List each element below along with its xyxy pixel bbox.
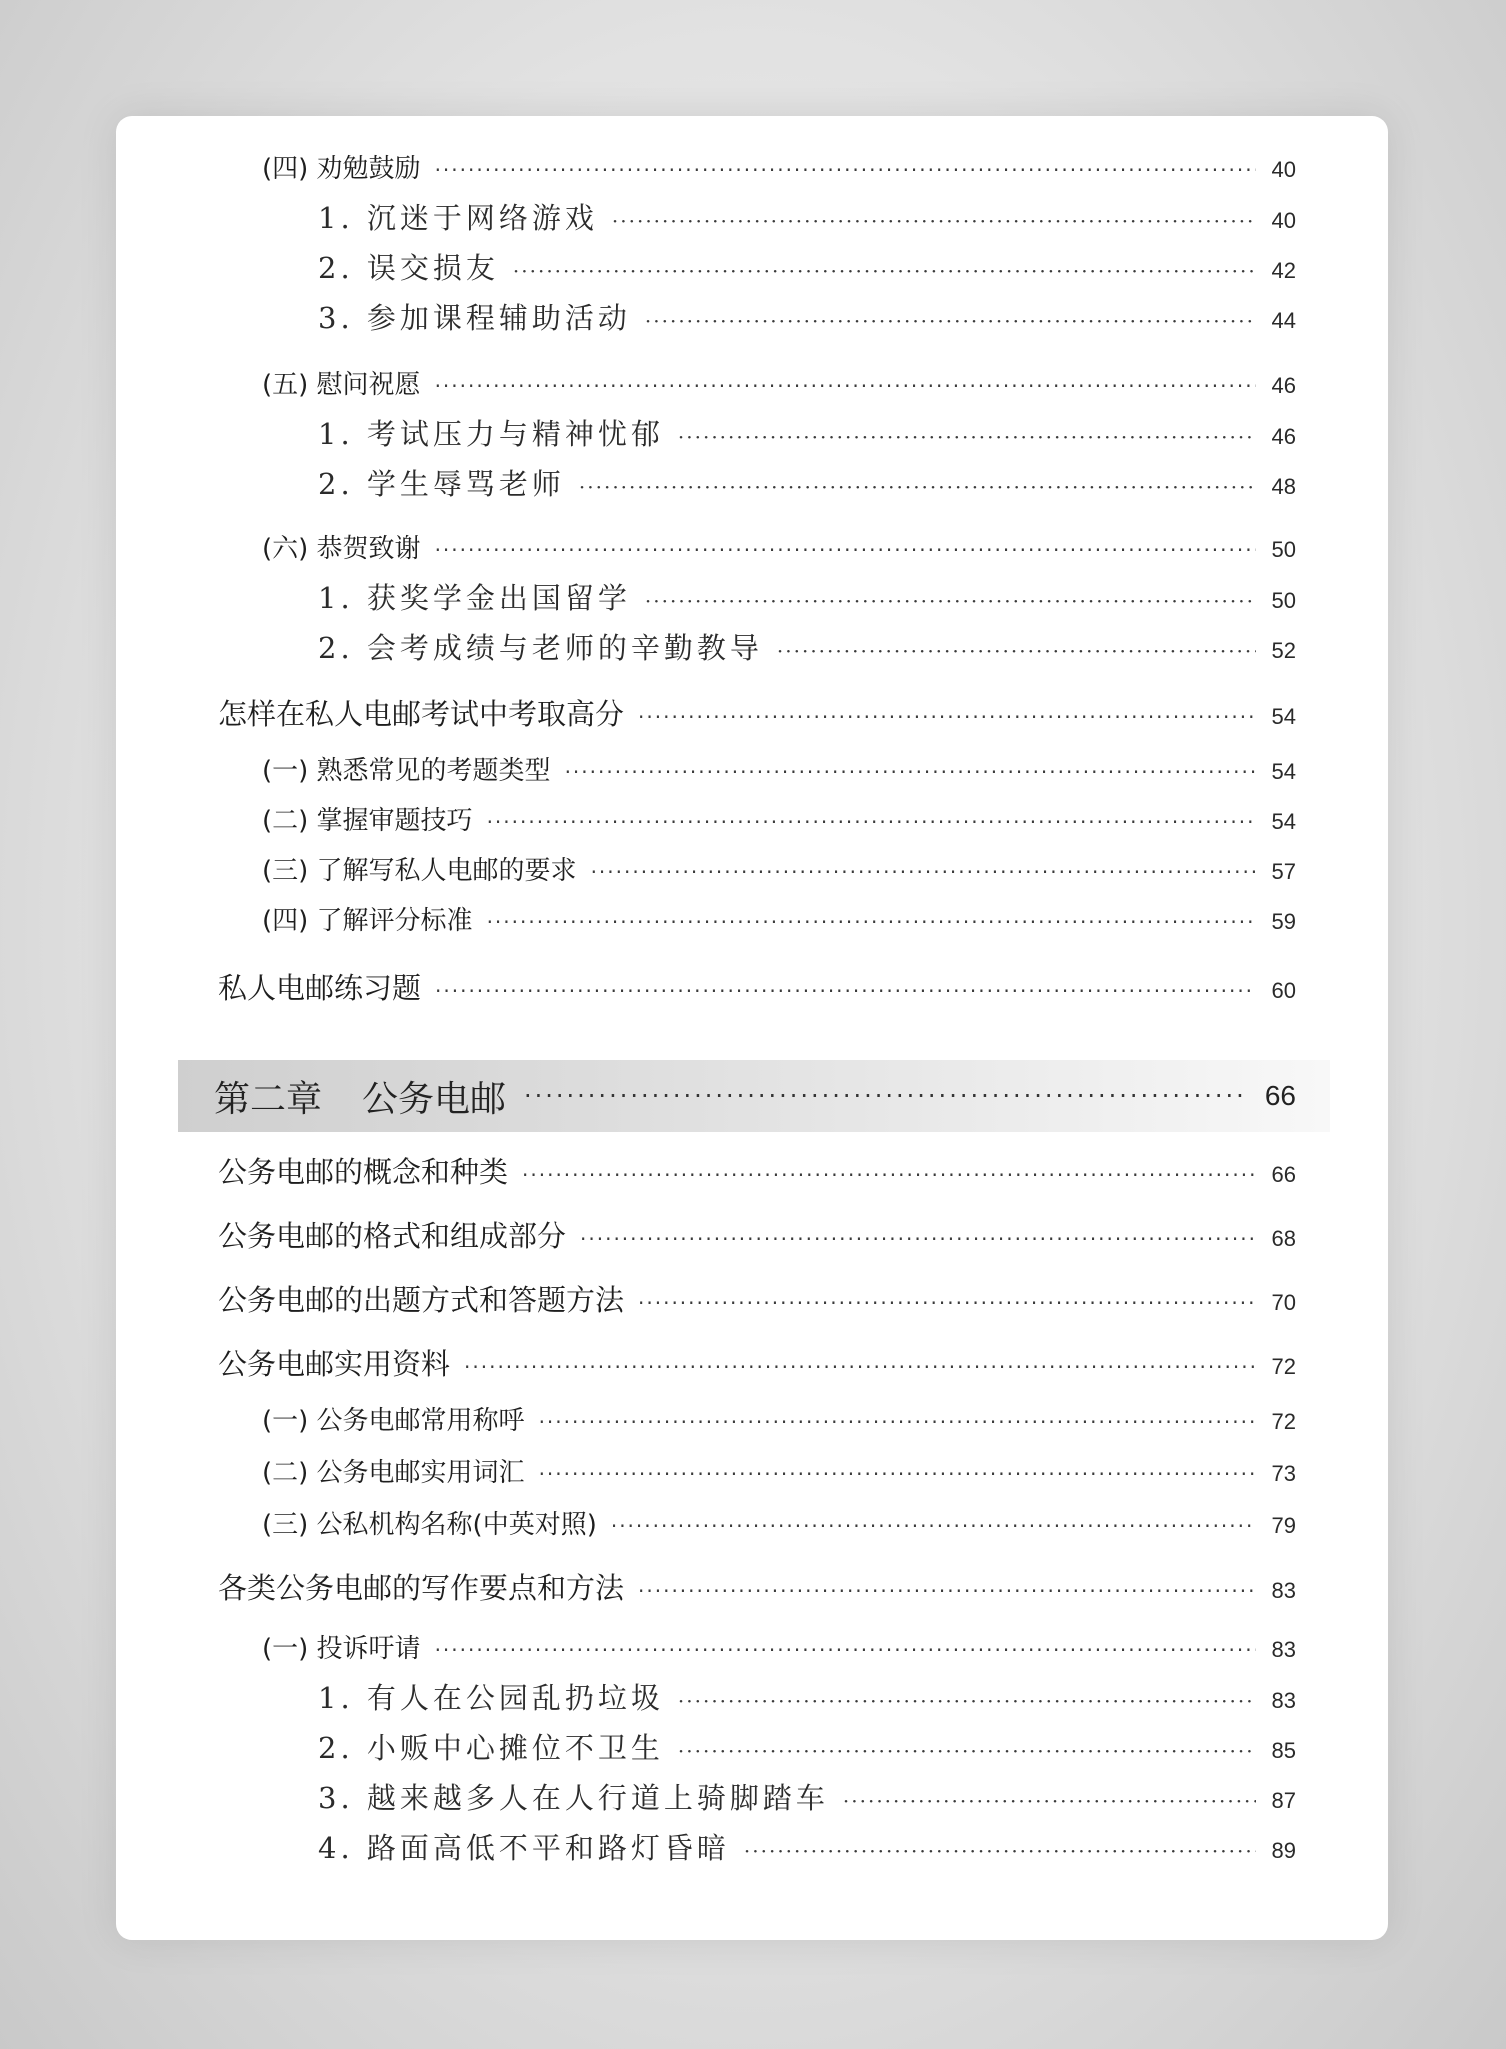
toc-entry[interactable] <box>318 196 1296 237</box>
leader-dots <box>513 259 1256 283</box>
toc-entry-label: (一) 熟悉常见的考题类型 <box>262 756 551 786</box>
leader-dots <box>638 705 1256 729</box>
leader-dots <box>638 1291 1256 1315</box>
toc-entry[interactable] <box>262 800 1296 837</box>
toc-entry-label: (二) 公务电邮实用词汇 <box>262 1458 525 1488</box>
toc-entry[interactable] <box>262 148 1296 185</box>
toc-entry-page: 57 <box>1271 859 1296 884</box>
toc-entry-page: 50 <box>1271 588 1296 613</box>
toc-entry-label: 怎样在私人电邮考试中考取高分 <box>218 697 625 731</box>
toc-entry-page: 72 <box>1271 1409 1296 1434</box>
toc-entry-page: 83 <box>1271 1637 1296 1662</box>
toc-entry[interactable] <box>318 246 1296 287</box>
leader-dots <box>591 860 1256 884</box>
toc-entry-page: 42 <box>1271 258 1296 283</box>
toc-entry-page: 60 <box>1271 978 1296 1003</box>
toc-entry-page: 54 <box>1271 759 1296 784</box>
leader-dots <box>435 538 1256 562</box>
toc-entry[interactable] <box>218 1342 1296 1383</box>
toc-entry-page: 72 <box>1271 1354 1296 1379</box>
toc-entry[interactable] <box>318 412 1296 453</box>
toc-entry[interactable] <box>318 1726 1296 1767</box>
toc-entry[interactable] <box>218 1278 1296 1319</box>
toc-entry[interactable] <box>318 462 1296 503</box>
toc-entry-label: (三) 公私机构名称(中英对照) <box>262 1510 597 1540</box>
toc-entry-label: (四) 了解评分标准 <box>262 906 473 936</box>
toc-entry-label: 公务电邮的出题方式和答题方法 <box>218 1283 625 1317</box>
toc-entry-page: 54 <box>1271 809 1296 834</box>
toc-entry-page: 59 <box>1271 909 1296 934</box>
toc-entry[interactable] <box>218 692 1296 733</box>
leader-dots <box>645 589 1256 613</box>
toc-entry-label: 2. 会考成绩与老师的辛勤教导 <box>318 631 763 665</box>
leader-dots <box>539 1462 1256 1486</box>
toc-entry-label: 1. 有人在公园乱扔垃圾 <box>318 1681 664 1715</box>
toc-entry[interactable] <box>318 296 1296 337</box>
toc-entry[interactable] <box>262 364 1296 401</box>
leader-dots <box>524 1082 1247 1110</box>
toc-entry-label: 1. 获奖学金出国留学 <box>318 581 631 615</box>
toc-entry-label: 2. 误交损友 <box>318 251 499 285</box>
leader-dots <box>435 158 1256 182</box>
leader-dots <box>435 374 1256 398</box>
toc-entry-label: 公务电邮的格式和组成部分 <box>218 1219 567 1253</box>
leader-dots <box>843 1789 1256 1813</box>
toc-entry-label: 3. 参加课程辅助活动 <box>318 301 631 335</box>
leader-dots <box>580 1227 1256 1251</box>
toc-entry-label: (二) 掌握审题技巧 <box>262 806 473 836</box>
leader-dots <box>487 910 1256 934</box>
toc-entry[interactable] <box>318 1676 1296 1717</box>
leader-dots <box>464 1355 1256 1379</box>
toc-entry[interactable] <box>318 576 1296 617</box>
toc-entry[interactable] <box>218 966 1296 1007</box>
toc-entry-label: 2. 学生辱骂老师 <box>318 467 565 501</box>
chapter-heading[interactable] <box>214 1060 1296 1132</box>
leader-dots <box>645 309 1256 333</box>
toc-entry[interactable] <box>262 1504 1296 1541</box>
toc-entry[interactable] <box>218 1566 1296 1607</box>
toc-entry-page: 44 <box>1271 308 1296 333</box>
toc-entry-label: (一) 公务电邮常用称呼 <box>262 1406 525 1436</box>
toc-entry[interactable] <box>262 850 1296 887</box>
toc-entry-page: 40 <box>1271 157 1296 182</box>
toc-entry-label: 公务电邮实用资料 <box>218 1347 451 1381</box>
leader-dots <box>678 1739 1256 1763</box>
toc-entry-page: 83 <box>1271 1688 1296 1713</box>
toc-entry[interactable] <box>318 1826 1296 1867</box>
toc-entry-page: 50 <box>1271 537 1296 562</box>
toc-entry-page: 70 <box>1271 1290 1296 1315</box>
leader-dots <box>565 760 1256 784</box>
toc-page <box>116 116 1388 1940</box>
toc-entry-label: 私人电邮练习题 <box>218 971 422 1005</box>
toc-entry-label: (四) 劝勉鼓励 <box>262 154 421 184</box>
toc-entry-page: 85 <box>1271 1738 1296 1763</box>
toc-entry-page: 68 <box>1271 1226 1296 1251</box>
toc-entry-page: 46 <box>1271 424 1296 449</box>
toc-entry-label: 3. 越来越多人在人行道上骑脚踏车 <box>318 1781 829 1815</box>
chapter-page: 66 <box>1264 1080 1296 1111</box>
toc-entry[interactable] <box>318 1776 1296 1817</box>
toc-entry-page: 54 <box>1271 704 1296 729</box>
toc-entry-page: 46 <box>1271 373 1296 398</box>
toc-entry[interactable] <box>262 900 1296 937</box>
leader-dots <box>522 1163 1256 1187</box>
toc-entry[interactable] <box>262 1452 1296 1489</box>
toc-entry-page: 89 <box>1271 1838 1296 1863</box>
toc-entry-page: 87 <box>1271 1788 1296 1813</box>
toc-entry-page: 48 <box>1271 474 1296 499</box>
toc-entry-label: (五) 慰问祝愿 <box>262 370 421 400</box>
leader-dots <box>638 1579 1256 1603</box>
chapter-title: 公务电邮 <box>362 1078 507 1120</box>
leader-dots <box>612 209 1256 233</box>
toc-entry[interactable] <box>262 750 1296 787</box>
toc-entry-page: 40 <box>1271 208 1296 233</box>
toc-entry-label: (一) 投诉吁请 <box>262 1634 421 1664</box>
leader-dots <box>744 1839 1256 1863</box>
toc-entry[interactable] <box>218 1214 1296 1255</box>
leader-dots <box>579 475 1256 499</box>
toc-entry[interactable] <box>218 1150 1296 1191</box>
leader-dots <box>678 425 1256 449</box>
toc-entry-label: (三) 了解写私人电邮的要求 <box>262 856 577 886</box>
leader-dots <box>539 1410 1256 1434</box>
toc-entry-page: 79 <box>1271 1513 1296 1538</box>
toc-entry-label: 公务电邮的概念和种类 <box>218 1155 509 1189</box>
leader-dots <box>435 1638 1256 1662</box>
toc-entry[interactable] <box>318 626 1296 667</box>
toc-entry[interactable] <box>262 528 1296 565</box>
chapter-number: 第二章 <box>214 1078 323 1120</box>
toc-entry[interactable] <box>262 1400 1296 1437</box>
toc-entry-label: 1. 考试压力与精神忧郁 <box>318 417 664 451</box>
toc-entry-label: 2. 小贩中心摊位不卫生 <box>318 1731 664 1765</box>
toc-entry-page: 73 <box>1271 1461 1296 1486</box>
toc-entry-page: 52 <box>1271 638 1296 663</box>
leader-dots <box>435 979 1256 1003</box>
toc-entry-label: 1. 沉迷于网络游戏 <box>318 201 598 235</box>
toc-entry-page: 66 <box>1271 1162 1296 1187</box>
leader-dots <box>487 810 1256 834</box>
toc-entry-label: 各类公务电邮的写作要点和方法 <box>218 1571 625 1605</box>
toc-entry-label: (六) 恭贺致谢 <box>262 534 421 564</box>
toc-entry-page: 83 <box>1271 1578 1296 1603</box>
toc-entry-label: 4. 路面高低不平和路灯昏暗 <box>318 1831 730 1865</box>
leader-dots <box>678 1689 1256 1713</box>
leader-dots <box>611 1514 1256 1538</box>
leader-dots <box>777 639 1256 663</box>
toc-entry[interactable] <box>262 1628 1296 1665</box>
